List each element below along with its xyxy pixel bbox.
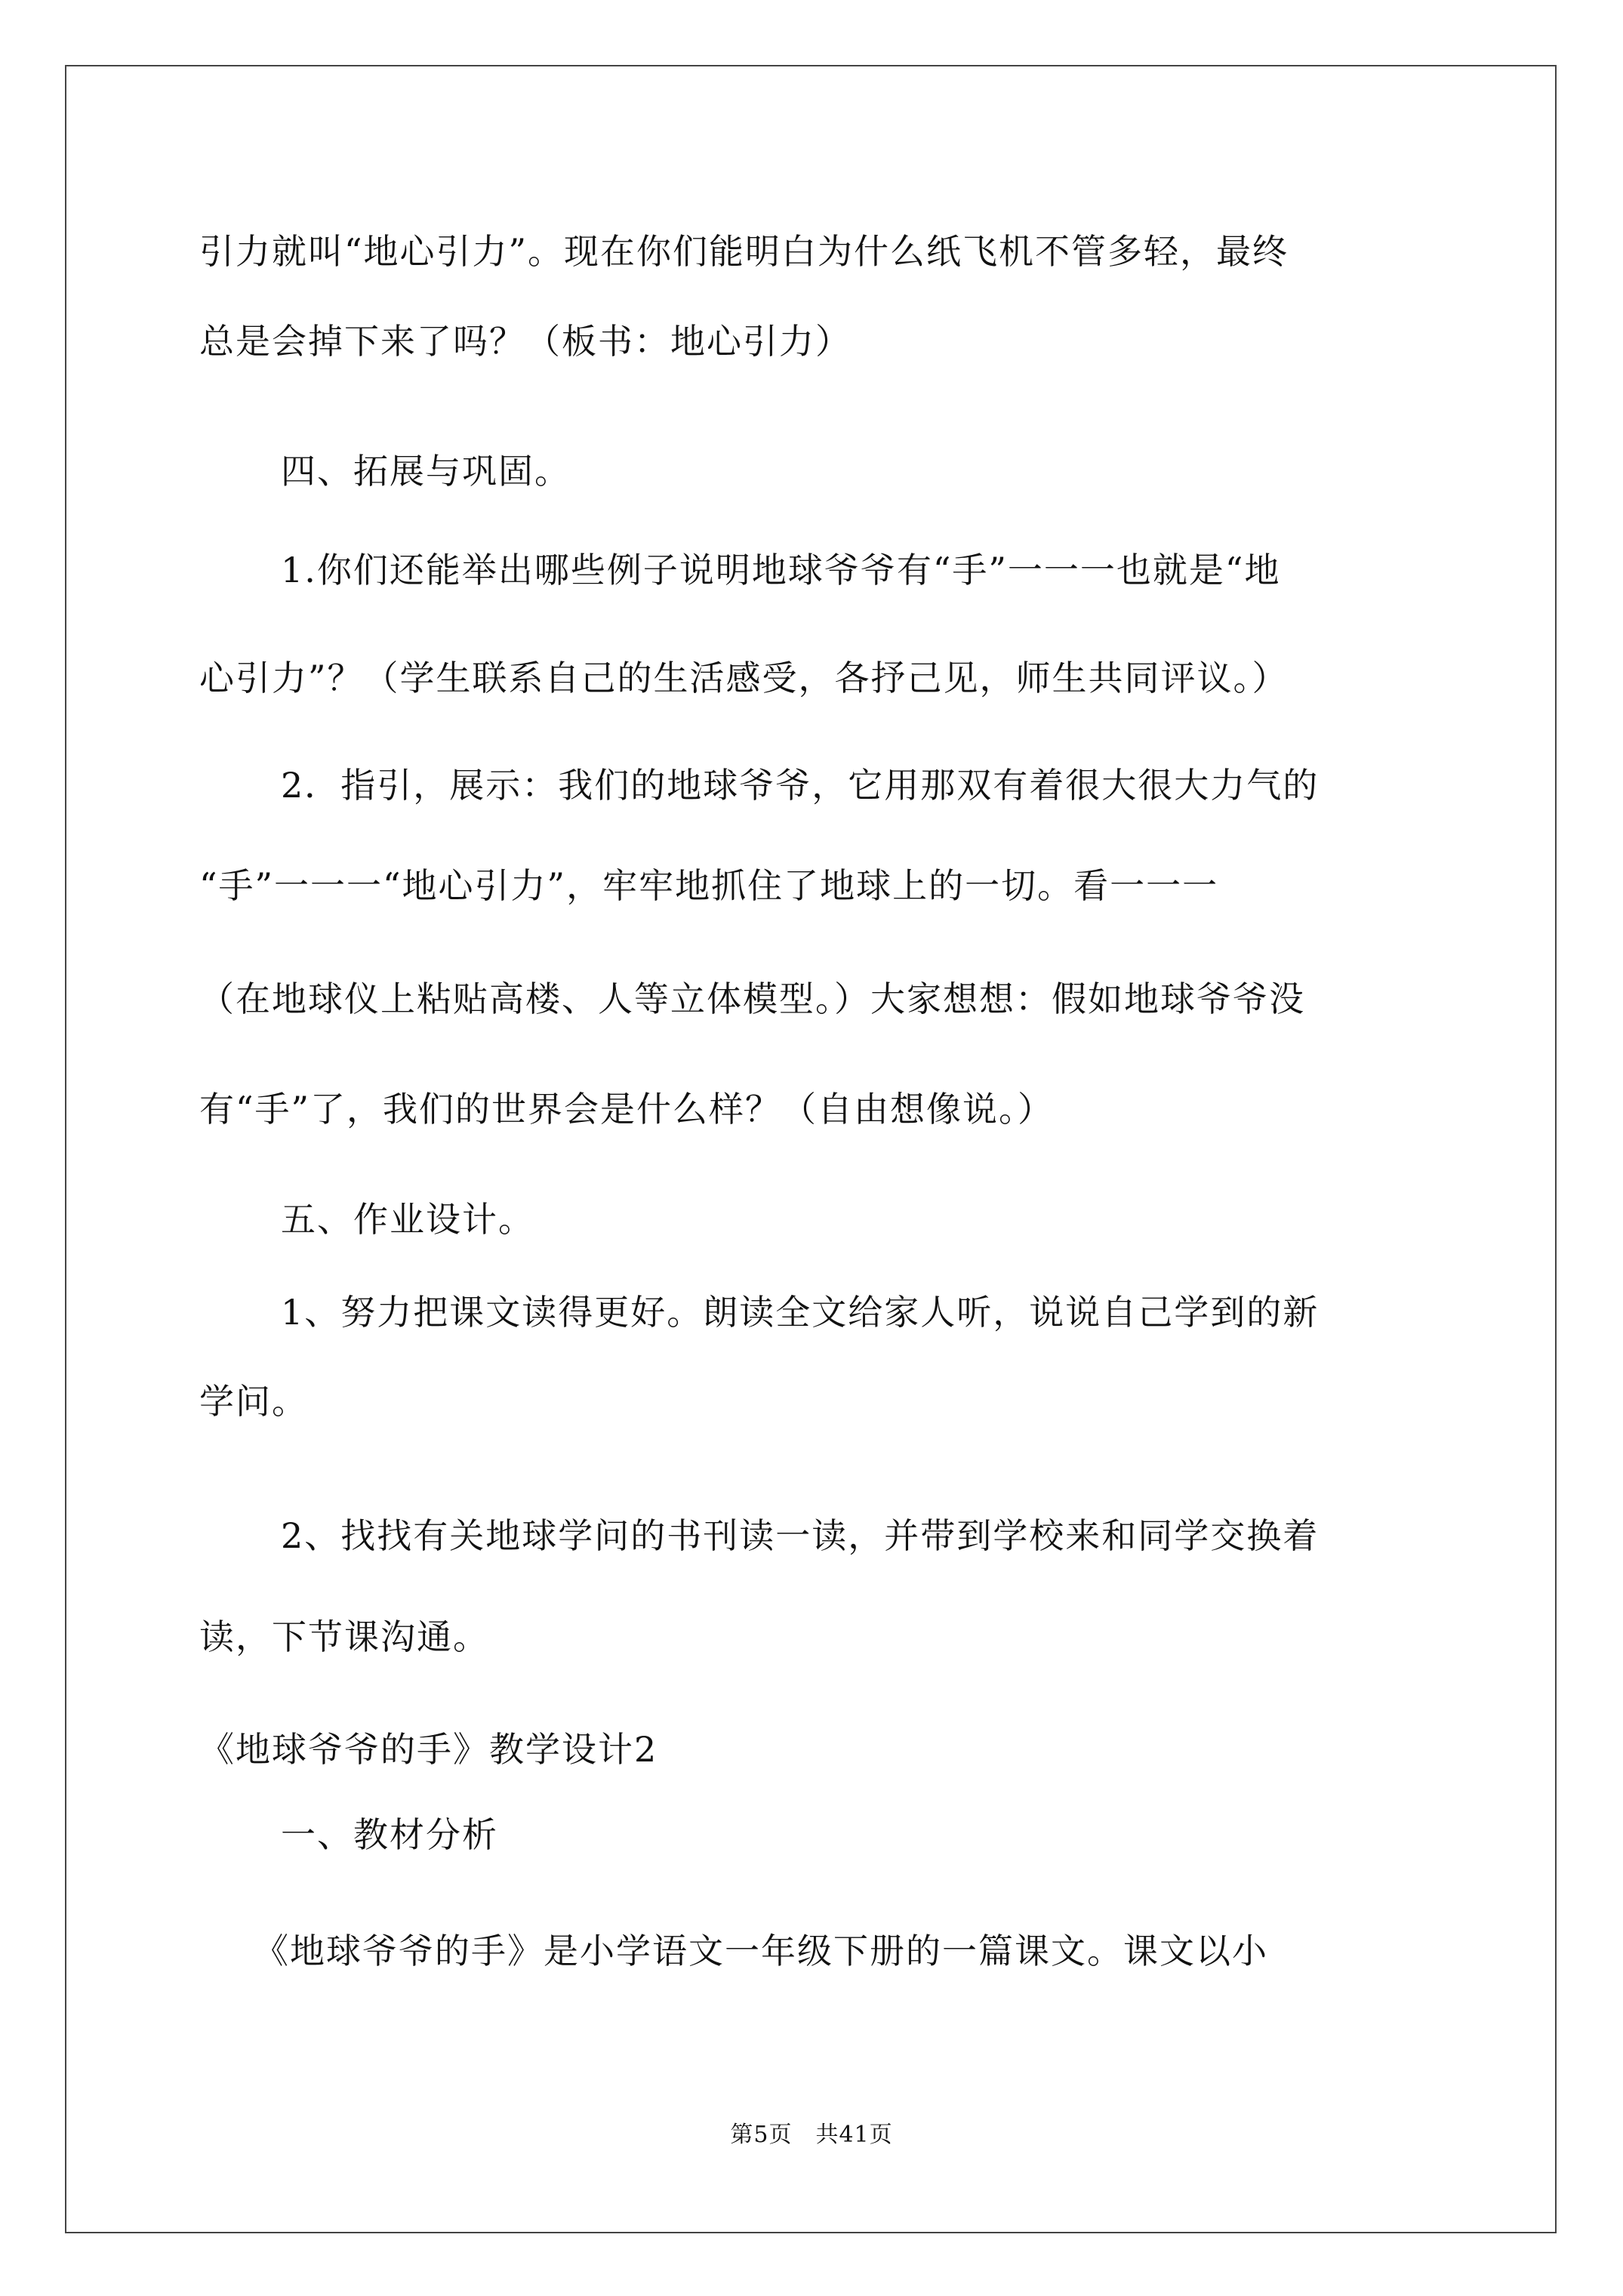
text-line: 心引力”？（学生联系自己的生活感受，各抒己见，师生共同评议。） bbox=[199, 658, 1289, 698]
text-line: “手”一一一“地心引力”，牢牢地抓住了地球上的一切。看一一一 bbox=[199, 865, 1219, 906]
text-line: 《地球爷爷的手》是小学语文一年级下册的一篇课文。课文以小 bbox=[254, 1931, 1268, 1971]
section-heading: 四、拓展与巩固。 bbox=[281, 451, 571, 492]
text-line: 1、努力把课文读得更好。朗读全文给家人听，说说自己学到的新 bbox=[281, 1292, 1320, 1333]
text-line: 总是会掉下来了吗？（板书：地心引力） bbox=[199, 321, 852, 362]
text-line: 有“手”了，我们的世界会是什么样？（自由想像说。） bbox=[199, 1089, 1055, 1130]
document-subtitle: 《地球爷爷的手》教学设计2 bbox=[199, 1729, 658, 1770]
text-line: 读，下节课沟通。 bbox=[199, 1616, 489, 1657]
page-border bbox=[65, 65, 1557, 2233]
text-line: （在地球仪上粘贴高楼、人等立体模型。）大家想想：假如地球爷爷没 bbox=[199, 978, 1305, 1019]
text-line: 引力就叫“地心引力”。现在你们能明白为什么纸飞机不管多轻，最终 bbox=[199, 231, 1289, 272]
text-line: 1.你们还能举出哪些例子说明地球爷爷有“手”一一一也就是“地 bbox=[281, 550, 1281, 590]
page-number: 第5页 共41页 bbox=[730, 2122, 893, 2148]
section-heading: 一、教材分析 bbox=[281, 1814, 498, 1855]
text-line: 2．指引，展示：我们的地球爷爷，它用那双有着很大很大力气的 bbox=[281, 765, 1320, 806]
section-heading: 五、作业设计。 bbox=[281, 1199, 534, 1240]
text-line: 学问。 bbox=[199, 1381, 308, 1422]
text-line: 2、找找有关地球学问的书刊读一读，并带到学校来和同学交换着 bbox=[281, 1515, 1320, 1556]
